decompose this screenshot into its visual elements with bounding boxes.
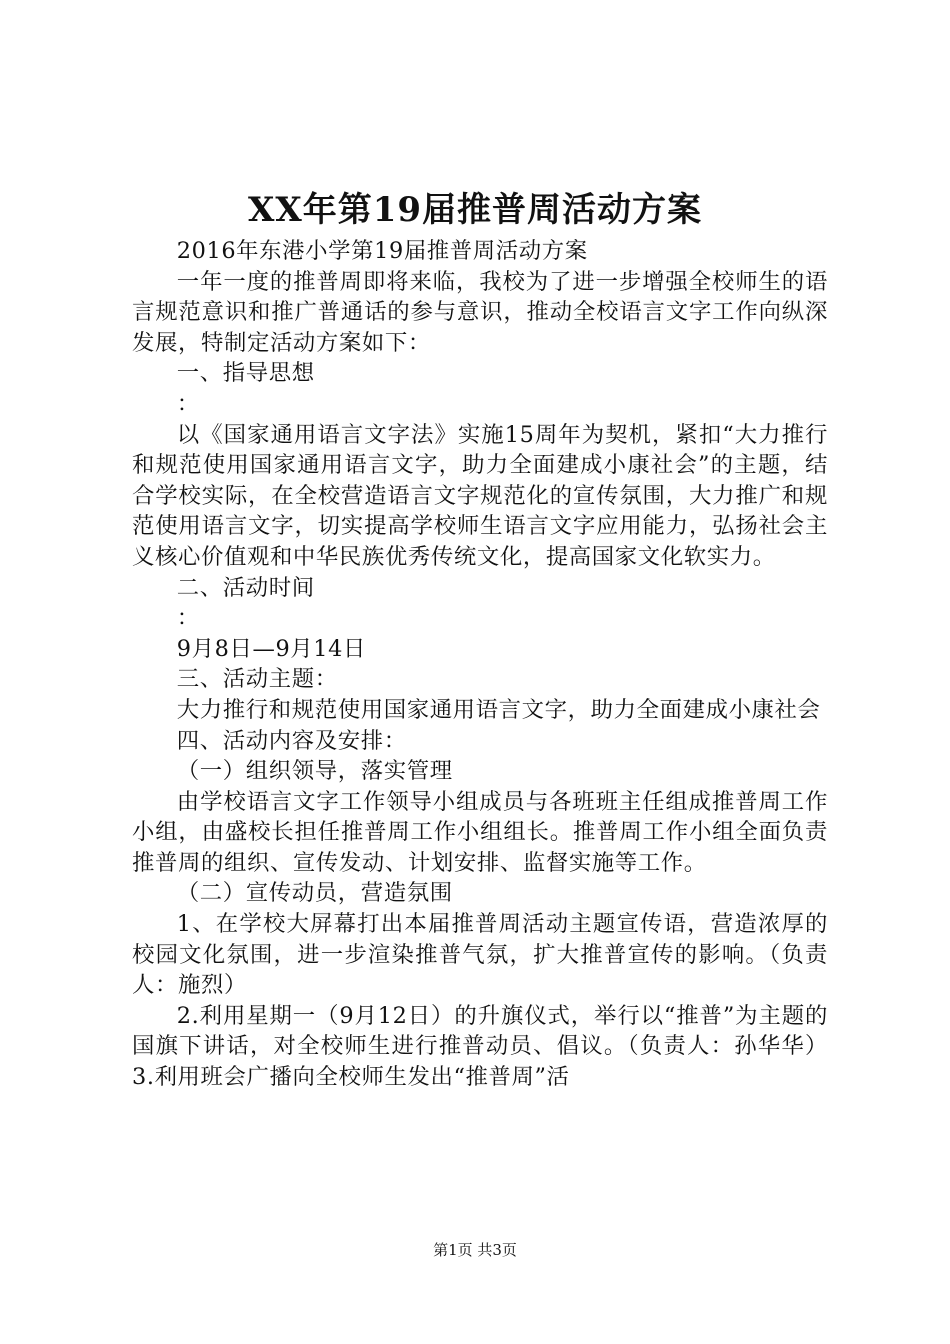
colon-line: ： <box>176 605 200 632</box>
page-footer: 第1页 共3页 <box>433 1241 517 1259</box>
colon-line: ： <box>176 390 200 417</box>
heading-activity-theme: 三、活动主题： <box>176 666 338 693</box>
document-body <box>132 236 828 1093</box>
paragraph-item-2: 2.利用星期一（9月12日）的升旗仪式，举行以“推普”为主题的国旗下讲话，对全校师生进行推普动员、倡议。（负责人：孙华华）3.利用班会广播向全校师生发出“推普周”活 <box>132 1002 828 1091</box>
paragraph-intro: 一年一度的推普周即将来临，我校为了进一步增强全校师生的语言规范意识和推广普通话的参与意识，推动全校语言文字工作向纵深发展，特制定活动方案如下： <box>132 268 828 356</box>
subheading-publicity: （二）宣传动员，营造氛围 <box>176 880 453 907</box>
heading-activity-content: 四、活动内容及安排： <box>176 727 407 754</box>
heading-activity-time: 二、活动时间 <box>176 574 315 601</box>
subheading-organization: （一）组织领导，落实管理 <box>176 758 453 785</box>
paragraph-activity-dates: 9月8日—9月14日 <box>176 635 366 662</box>
paragraph-subtitle: 2016年东港小学第19届推普周活动方案 <box>176 238 588 264</box>
paragraph-item-1: 1、在学校大屏幕打出本届推普周活动主题宣传语，营造浓厚的校园文化氛围，进一步渲染推普气氛，扩大推普宣传的影响。（负责人：施烈） <box>132 911 828 999</box>
paragraph-guiding-thought: 以《国家通用语言文字法》实施15周年为契机，紧扣“大力推行和规范使用国家通用语言文字，助力全面建成小康社会”的主题，结合学校实际，在全校营造语言文字规范化的宣传氛围，大力推广和规范使用语言文字，切实提高学校师生语言文字应用能力，弘扬社会主义核心价值观和中华民族优秀传统文化，提高国家文化软实力。 <box>132 421 828 570</box>
document-title: XX年第19届推普周活动方案 <box>247 190 703 230</box>
paragraph-activity-theme: 大力推行和规范使用国家通用语言文字，助力全面建成小康社会 <box>176 696 821 723</box>
paragraph-organization: 由学校语言文字工作领导小组成员与各班班主任组成推普周工作小组，由盛校长担任推普周工作小组组长。推普周工作小组全面负责推普周的组织、宣传发动、计划安排、监督实施等工作。 <box>132 788 828 876</box>
heading-guiding-thought: 一、指导思想 <box>176 360 315 387</box>
